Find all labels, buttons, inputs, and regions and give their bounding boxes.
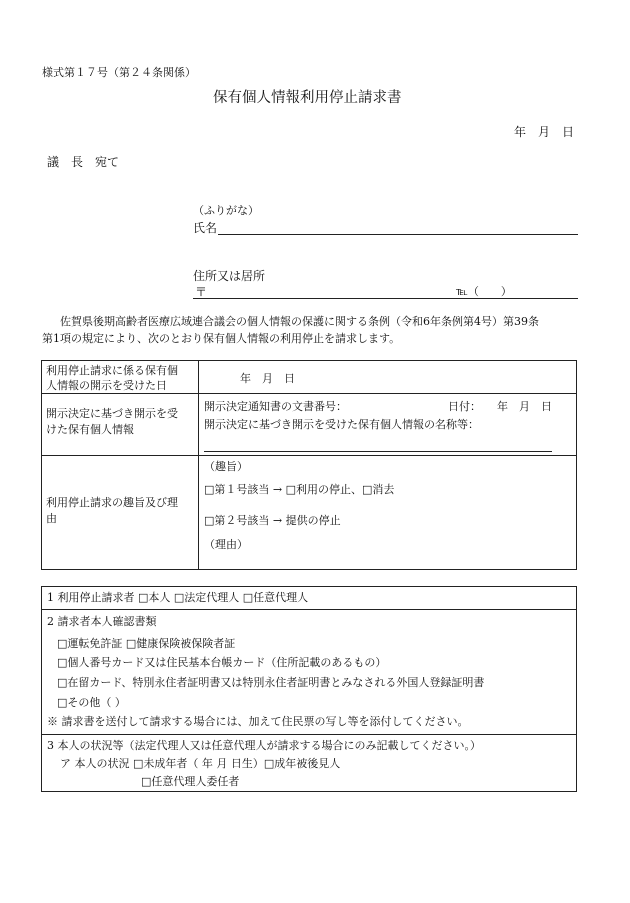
identity-docs-note: ※ 請求書を送付して請求する場合には、加えて住民票の写し等を添付してください。 [47,715,469,728]
notice-docno-label: 開示決定通知書の文書番号： [204,400,347,413]
address-field-underline[interactable] [193,298,578,299]
postal-mark: 〒 [195,285,208,299]
table1-row-divider-2 [41,455,577,456]
request-date: 年 月 日 [514,125,575,139]
disclosure-date-label-2: 人情報の開示を受けた日 [46,379,167,392]
disclosed-info-label-2: けた保有個人情報 [46,423,134,436]
purpose-label: （趣旨） [204,460,248,473]
table1-row-divider-1 [41,393,577,394]
purpose-option-item1[interactable]: □第１号該当 → □利用の停止、□消去 [204,483,395,496]
disclosed-info-label-1: 開示決定に基づき開示を受 [46,407,178,420]
identity-doc-option-3[interactable]: □在留カード、特別永住者証明書又は特別永住者証明書とみなされる外国人登録証明書 [57,676,485,689]
purpose-option-item2[interactable]: □第２号該当 → 提供の停止 [204,514,341,527]
name-field-underline[interactable] [218,234,578,235]
furigana-label: （ふりがな） [193,204,259,217]
identity-doc-option-other[interactable]: □その他（ ） [57,696,126,709]
notice-date-field[interactable]: 年 月 日 [497,400,552,413]
principal-status-title: 3 本人の状況等（法定代理人又は任意代理人が請求する場合にのみ記載してください。） [47,739,481,752]
disclosure-date-field[interactable]: 年 月 日 [240,372,295,385]
principal-status-line-1[interactable]: ア 本人の状況 □未成年者（ 年 月 日生）□成年被後見人 [60,757,341,770]
purpose-reason-label-2: 由 [46,512,57,525]
notice-date-label: 日付： [448,400,481,413]
purpose-reason-label-1: 利用停止請求の趣旨及び理 [46,496,178,509]
disclosure-date-label-1: 利用停止請求に係る保有個 [46,364,178,377]
intro-line-2: 第1項の規定により、次のとおり保有個人情報の利用停止を請求します。 [42,332,401,345]
table1-column-divider [198,360,199,570]
disclosed-info-name-underline[interactable] [204,451,552,452]
form-title: 保有個人情報利用停止請求書 [213,90,402,106]
disclosed-info-name-label: 開示決定に基づき開示を受けた保有個人情報の名称等： [204,418,479,431]
address-label: 住所又は居所 [193,269,266,283]
intro-line-1: 佐賀県後期高齢者医療広域連合議会の個人情報の保護に関する条例（令和6年条例第4号）第39条 [60,315,539,328]
addressee: 議 長 宛て [47,155,120,169]
principal-status-line-2[interactable]: □任意代理人委任者 [141,775,240,788]
identity-doc-option-1[interactable]: □運転免許証 □健康保険被保険者証 [57,637,236,650]
requester-type-row[interactable]: 1 利用停止請求者 □本人 □法定代理人 □任意代理人 [47,591,309,604]
tel-label: ℡（ ） [456,285,512,298]
table2-row-divider-1 [41,609,577,610]
form-number: 様式第１７号（第２４条関係） [42,66,196,79]
reason-label: （理由） [204,538,248,551]
identity-docs-title: 2 請求者本人確認書類 [47,615,157,628]
identity-doc-option-2[interactable]: □個人番号カード又は住民基本台帳カード（住所記載のあるもの） [57,656,387,669]
table2-row-divider-2 [41,734,577,735]
name-label: 氏名 [193,221,218,235]
